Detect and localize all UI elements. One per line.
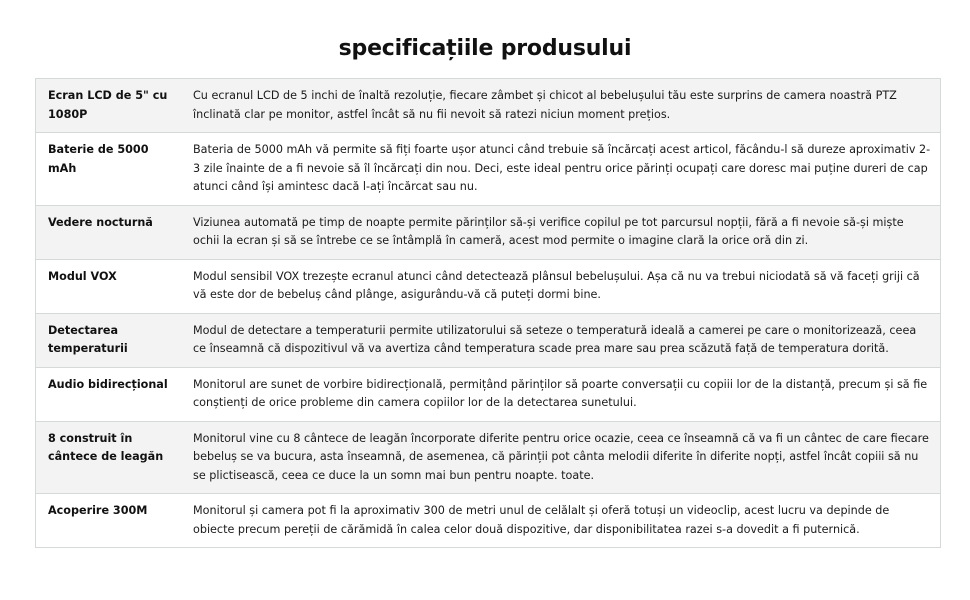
- spec-description: Cu ecranul LCD de 5 inchi de înaltă rezoluție, fiecare zâmbet și chicot al bebelușului tău este surprins de camera noastră PTZ înclinată clar pe monitor, astfel încât să nu fii nevoit să ratezi niciun moment prețios.: [181, 79, 941, 133]
- spec-row-temperature: [36, 313, 941, 367]
- spec-row-two-way-audio: [36, 367, 941, 421]
- spec-row-lcd-screen: [36, 79, 941, 133]
- spec-description: Viziunea automată pe timp de noapte permite părinților să-și verifice copilul pe tot parcursul nopții, fără a fi nevoie să-și miște ochii la ecran și să se întrebe ce se întâmplă în cameră, acest mod permite o imagine clară la orice oră din zi.: [181, 205, 941, 259]
- spec-row-lullabies: [36, 421, 941, 494]
- spec-description: Monitorul vine cu 8 cântece de leagăn încorporate diferite pentru orice ocazie, ceea ce înseamnă că va fi un cântec de care fiecare bebeluș se va bucura, asta înseamnă, de asemenea, că părinții pot cânta melodii diferite în diferite nopți, astfel încât copiii să nu se plictisească, ceea ce duce la un somn mai bun pentru noapte. toate.: [181, 421, 941, 494]
- spec-row-battery: [36, 133, 941, 206]
- spec-description: Bateria de 5000 mAh vă permite să fiți foarte ușor atunci când trebuie să încărcați acest articol, făcându-l să dureze aproximativ 2-3 zile înainte de a fi nevoie să îl încărcați din nou. Deci, este ideal pentru orice părinți ocupați care doresc mai puține dureri de cap atunci când își amintesc dacă l-ați încărcat sau nu.: [181, 133, 941, 206]
- spec-label: Vedere nocturnă: [36, 205, 182, 259]
- spec-label: Modul VOX: [36, 259, 182, 313]
- spec-label: Audio bidirecțional: [36, 367, 182, 421]
- spec-label: Acoperire 300M: [36, 494, 182, 548]
- spec-label: 8 construit în cântece de leagăn: [36, 421, 182, 494]
- page-title: specificațiile produsului: [338, 36, 632, 61]
- spec-row-vox-mode: [36, 259, 941, 313]
- spec-row-night-vision: [36, 205, 941, 259]
- spec-description: Monitorul și camera pot fi la aproximativ 300 de metri unul de celălalt și oferă totuși un videoclip, acest lucru va depinde de obiecte precum pereții de cărămidă în calea celor două dispozitive, dar disponibilitatea razei s-a dovedit a fi puternică.: [181, 494, 941, 548]
- spec-label: Ecran LCD de 5" cu 1080P: [36, 79, 182, 133]
- spec-label: Detectarea temperaturii: [36, 313, 182, 367]
- spec-row-coverage: [36, 494, 941, 548]
- spec-description: Modul de detectare a temperaturii permite utilizatorului să seteze o temperatură ideală a camerei pe care o monitorizează, ceea ce înseamnă că dispozitivul vă va avertiza când temperatura scade prea mare sau prea scăzută față de temperatura dorită.: [181, 313, 941, 367]
- spec-description: Modul sensibil VOX trezește ecranul atunci când detectează plânsul bebelușului. Așa că nu va trebui niciodată să vă faceți griji că vă este dor de bebeluș când plânge, asigurându-vă că puteți dormi bine.: [181, 259, 941, 313]
- spec-label: Baterie de 5000 mAh: [36, 133, 182, 206]
- spec-description: Monitorul are sunet de vorbire bidirecțională, permițând părinților să poarte conversații cu copiii lor de la distanță, precum și să fie conștienți de orice probleme din camera copiilor lor de la detectarea sunetului.: [181, 367, 941, 421]
- specifications-table: [35, 78, 941, 548]
